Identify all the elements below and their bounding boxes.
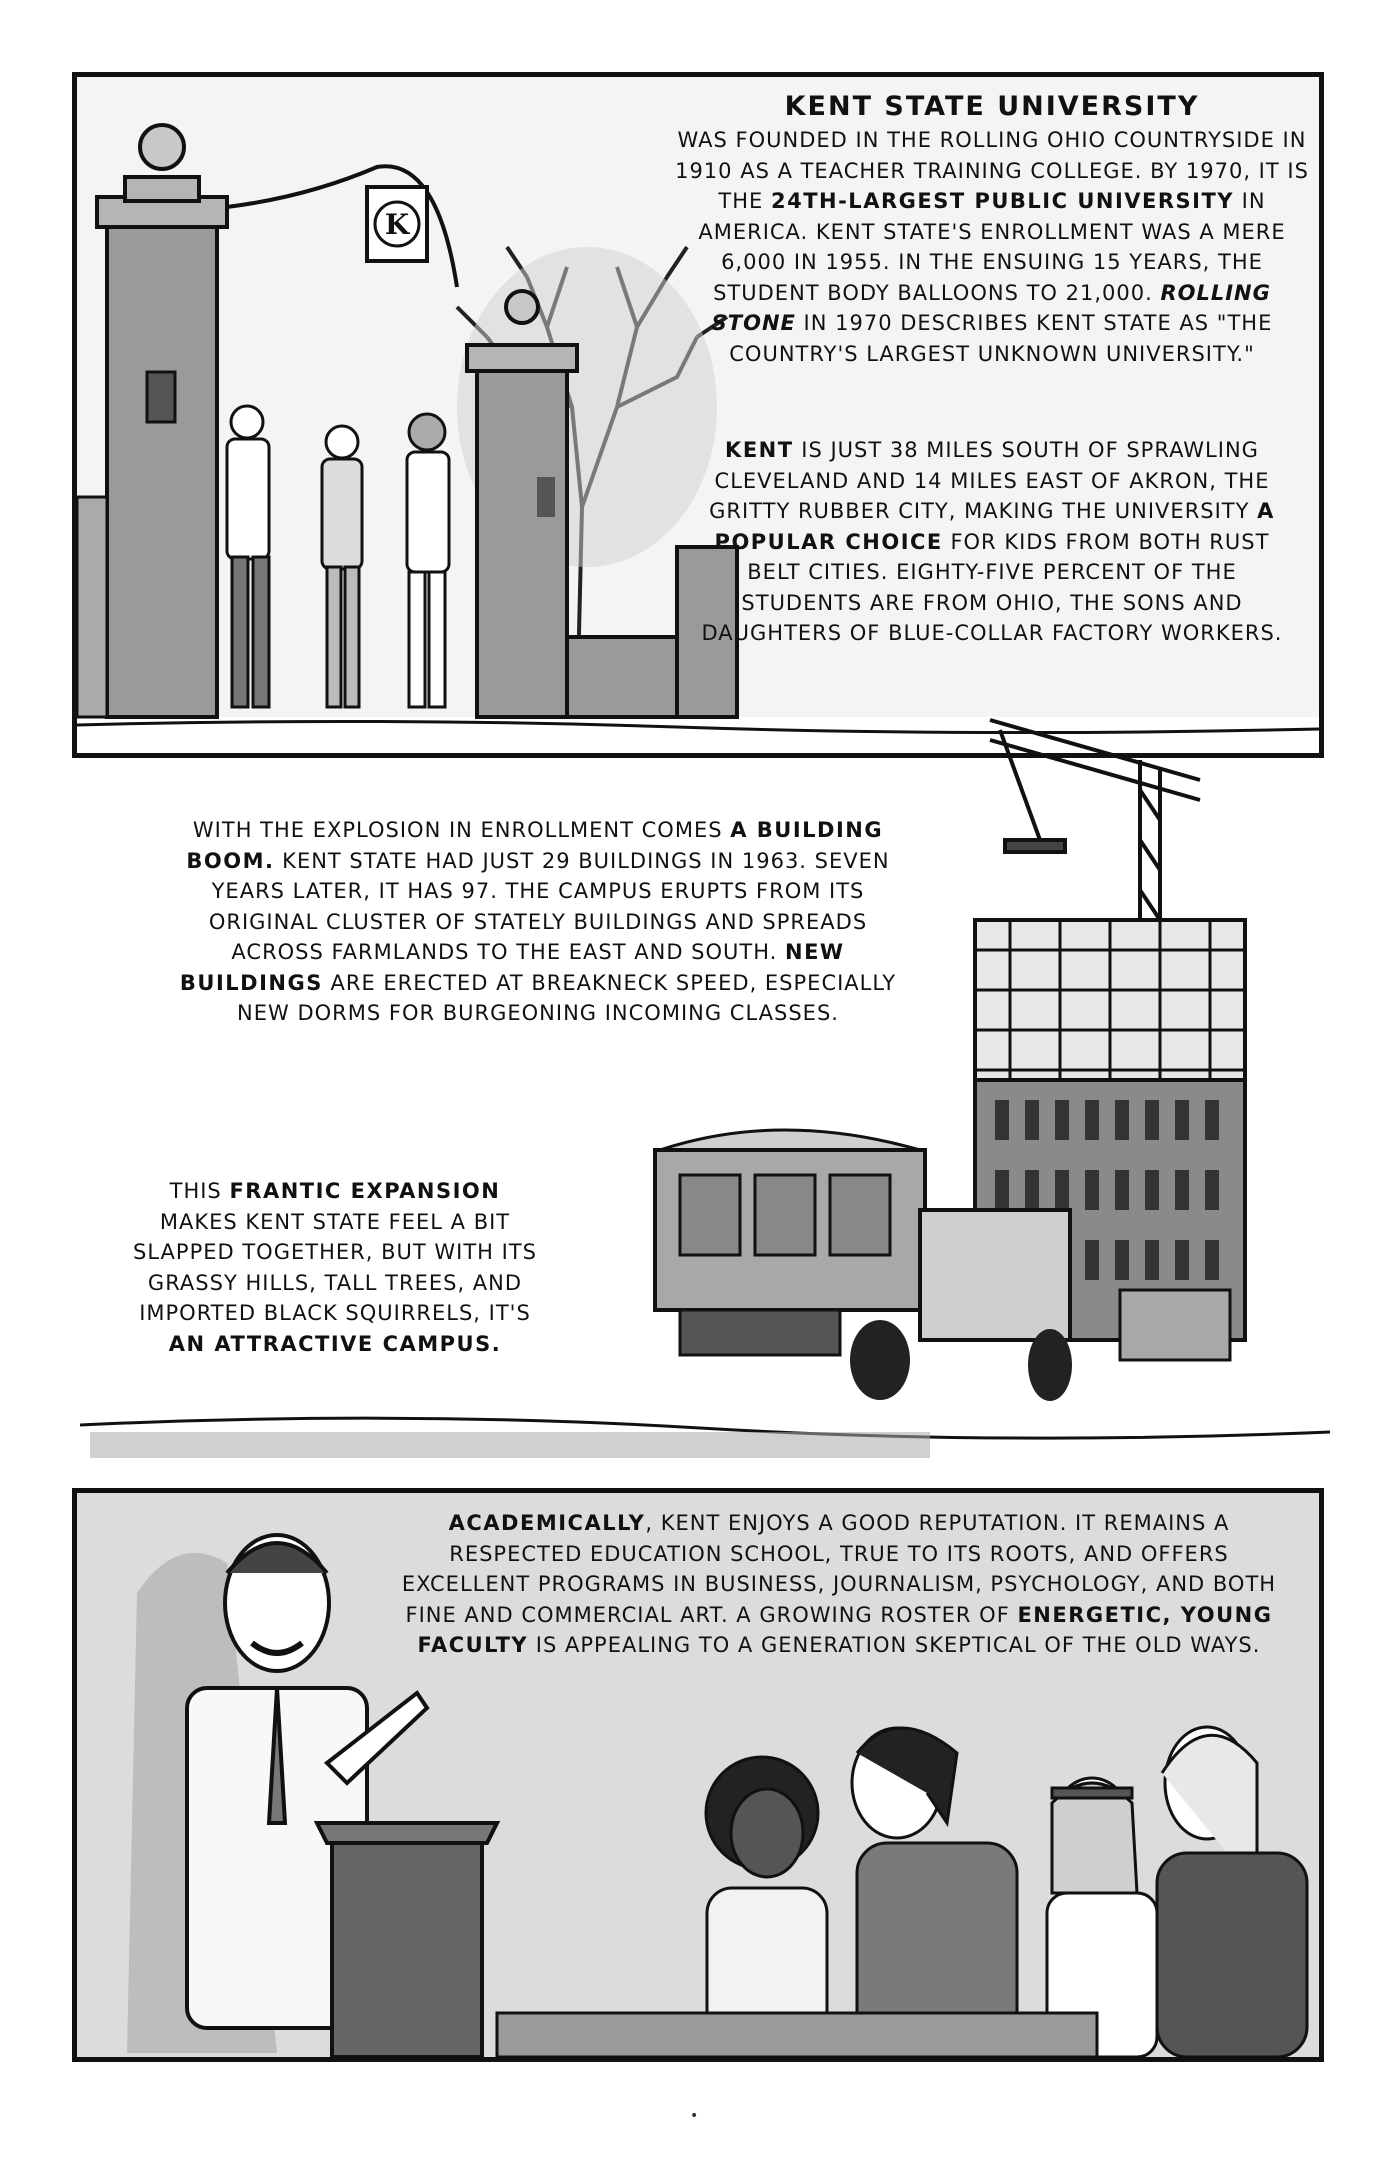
lectern bbox=[317, 1823, 497, 2057]
text-run: IS APPEALING TO A GENERATION SKEPTICAL OF THE OLD WAYS. bbox=[528, 1633, 1261, 1657]
text-run: A POPULAR CHOICE bbox=[714, 499, 1275, 554]
location-paragraph bbox=[701, 438, 1282, 645]
frantic-expansion-text bbox=[130, 1176, 540, 1359]
left-gate-pillar bbox=[97, 125, 227, 717]
boom-paragraph bbox=[180, 818, 896, 1025]
student-with-books bbox=[322, 426, 362, 707]
text-run: ARE ERECTED AT BREAKNECK SPEED, ESPECIALLY NEW DORMS FOR BURGEONING INCOMING CLASSES. bbox=[237, 970, 897, 1025]
text-run: FRANTIC EXPANSION bbox=[229, 1179, 501, 1203]
text-run: AN ATTRACTIVE CAMPUS. bbox=[168, 1331, 502, 1356]
gate-emblem-sign bbox=[367, 187, 427, 261]
text-run: ACADEMICALLY bbox=[448, 1511, 646, 1535]
text-run: MAKES KENT STATE FEEL A BIT SLAPPED TOGETHER, BUT WITH ITS GRASSY HILLS, TALL TREES, AND IMPORTED BLACK SQUIRRELS, IT'S bbox=[133, 1209, 537, 1325]
student-long-hair bbox=[1157, 1727, 1307, 2057]
page-mark: • bbox=[690, 2108, 699, 2124]
text-run: THIS bbox=[169, 1179, 230, 1203]
student-walking bbox=[407, 414, 449, 707]
student-sideburns bbox=[852, 1728, 1017, 2057]
text-run: KENT STATE HAD JUST 29 BUILDINGS IN 1963. SEVEN YEARS LATER, IT HAS 97. THE CAMPUS ERUPTS FROM ITS ORIGINAL CLUSTER OF STATELY BUILDINGS AND SPREADS ACROSS FARMLANDS TO THE EAST AND SOUTH. bbox=[208, 848, 890, 964]
gate-emblem-letter: K bbox=[384, 208, 410, 241]
kent-state-intro-text bbox=[667, 89, 1317, 369]
right-gate-pillar bbox=[467, 291, 577, 717]
text-run: KENT bbox=[725, 438, 794, 462]
kent-location-text bbox=[692, 435, 1292, 649]
text-run: WITH THE EXPLOSION IN ENROLLMENT COMES bbox=[192, 818, 731, 842]
student-leaning bbox=[227, 406, 269, 707]
intro-paragraph bbox=[675, 128, 1309, 366]
student-desk bbox=[497, 2013, 1097, 2057]
text-run: ENERGETIC, YOUNG FACULTY bbox=[417, 1602, 1273, 1657]
text-run: A BUILDING BOOM. bbox=[186, 818, 884, 873]
panel-title: KENT STATE UNIVERSITY bbox=[784, 91, 1200, 122]
text-run: WAS FOUNDED IN THE ROLLING OHIO COUNTRYSIDE IN 1910 AS A TEACHER TRAINING COLLEGE. BY 1970, IT IS THE bbox=[675, 128, 1309, 213]
text-run: 24TH-LARGEST PUBLIC UNIVERSITY bbox=[770, 189, 1234, 213]
academics-text bbox=[399, 1508, 1279, 1661]
text-run: FOR KIDS FROM BOTH RUST BELT CITIES. EIGHTY-FIVE PERCENT OF THE STUDENTS ARE FROM OHIO, THE SONS AND DAUGHTERS OF BLUE-COLLAR FACTORY WORKERS. bbox=[701, 529, 1283, 645]
text-run: NEW BUILDINGS bbox=[179, 940, 845, 995]
text-run: IN AMERICA. KENT STATE'S ENROLLMENT WAS A MERE 6,000 IN 1955. IN THE ENSUING 15 YEARS, THE STUDENT BODY BALLOONS TO 21,000. bbox=[698, 189, 1286, 305]
panel-classroom bbox=[72, 1488, 1324, 2062]
building-boom-text bbox=[168, 815, 908, 1029]
text-run: ROLLING STONE bbox=[711, 280, 1271, 335]
text-run: IN 1970 DESCRIBES KENT STATE AS "THE COUNTRY'S LARGEST UNKNOWN UNIVERSITY." bbox=[729, 311, 1273, 366]
academics-paragraph bbox=[402, 1511, 1276, 1657]
expansion-paragraph bbox=[133, 1179, 537, 1356]
text-run: IS JUST 38 MILES SOUTH OF SPRAWLING CLEVELAND AND 14 MILES EAST OF AKRON, THE GRITTY RUBBER CITY, MAKING THE UNIVERSITY bbox=[709, 438, 1270, 523]
text-run: , KENT ENJOYS A GOOD REPUTATION. IT REMAINS A RESPECTED EDUCATION SCHOOL, TRUE TO ITS ROOTS, AND OFFERS EXCELLENT PROGRAMS IN BUSINESS, JOURNALISM, PSYCHOLOGY, AND BOTH FINE AND COMMERCIAL ART. A GROWING ROSTER OF bbox=[401, 1511, 1277, 1627]
panel-campus-gate bbox=[72, 72, 1324, 758]
